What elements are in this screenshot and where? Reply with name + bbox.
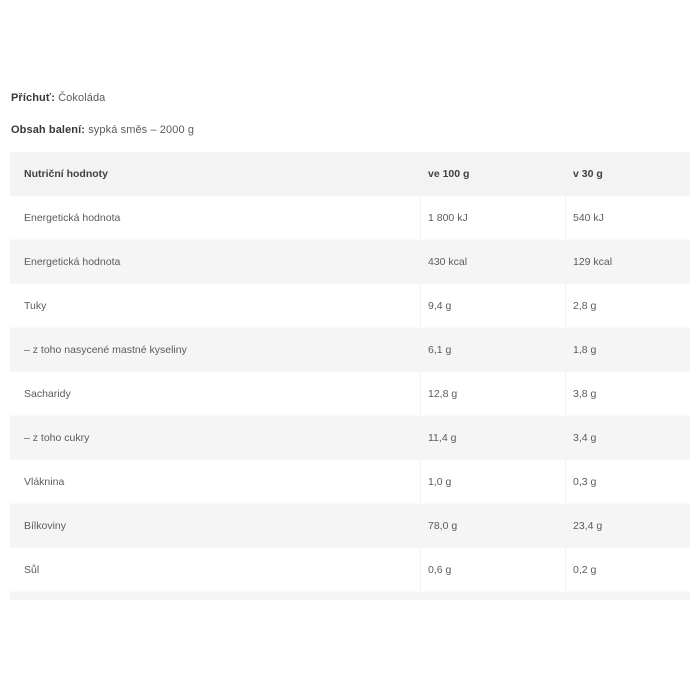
value-per-30g: 3,4 g [573,432,597,444]
value-per-100g: 430 kcal [428,256,468,268]
table-row [10,240,690,284]
nutrient-label: Vláknina [24,475,65,488]
flavor-value: Čokoláda [58,92,106,104]
value-per-100g: 1,0 g [420,460,565,503]
nutrient-label: – z toho nasycené mastné kyseliny [24,344,187,356]
nutrition-table-body [10,196,690,592]
nutrition-table-header [10,152,690,196]
value-per-100g: 6,1 g [428,344,452,356]
header-nutrient-column: Nutriční hodnoty [24,168,108,180]
flavor-label: Příchuť: [11,92,55,104]
package-contents-line [11,124,194,137]
nutrient-label: Energetická hodnota [24,256,121,268]
value-per-100g: 78,0 g [428,520,458,532]
package-contents-value: sypká směs – 2000 g [88,124,195,136]
value-per-30g: 2,8 g [565,284,690,327]
value-per-30g: 23,4 g [573,520,603,532]
nutrient-label: Sacharidy [24,387,71,400]
table-row [10,416,690,460]
table-row [10,548,690,592]
table-row [10,504,690,548]
value-per-100g: 12,8 g [420,372,565,415]
table-row [10,372,690,416]
value-per-30g: 3,8 g [565,372,690,415]
header-per-30g-column: v 30 g [573,168,603,180]
table-row [10,196,690,240]
header-per-100g-column: ve 100 g [428,168,470,180]
value-per-100g: 9,4 g [420,284,565,327]
table-row [10,284,690,328]
value-per-100g: 11,4 g [428,432,457,444]
nutrient-label: Bílkoviny [24,520,67,532]
package-contents-label: Obsah balení: [11,124,86,136]
value-per-100g: 1 800 kJ [420,196,565,239]
value-per-30g: 0,2 g [565,548,690,591]
nutrient-label: Sůl [24,563,40,576]
value-per-30g: 540 kJ [565,196,690,239]
nutrient-label: – z toho cukry [24,432,90,444]
value-per-30g: 0,3 g [565,460,690,503]
value-per-30g: 129 kcal [573,256,613,268]
flavor-line [11,92,105,105]
value-per-30g: 1,8 g [573,344,597,356]
nutrient-label: Energetická hodnota [24,211,121,224]
nutrition-table [10,152,690,600]
nutrient-label: Tuky [24,299,47,312]
table-footer-stripe [10,592,690,600]
table-row [10,460,690,504]
table-row [10,328,690,372]
value-per-100g: 0,6 g [420,548,565,591]
